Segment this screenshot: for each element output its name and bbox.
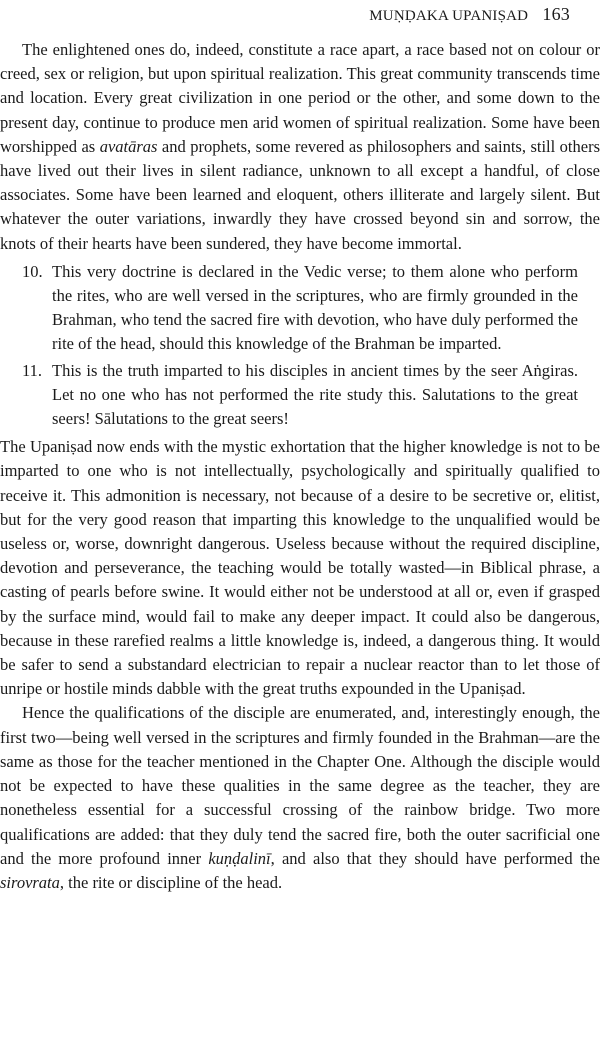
verse-number: 11.	[22, 360, 43, 380]
paragraph-enlightened-ones	[0, 38, 600, 256]
italic-term-sirovrata: sirovrata	[0, 872, 60, 892]
paragraph-text: Hence the qualifications of the disciple are enumerated, and, interestingly enough, the first two—being well versed in the scriptures and firmly founded in the Brahman—are the same as those for the teacher mentioned in the Chapter One. Although the disciple would not be expected to have these qualities in the same degree as the teacher, they are nonetheless essential for a successful crossing of the rainbow bridge. Two more qualifications are added: that they duly tend the sacred fire, both the outer sacrificial one and the more profound inner	[0, 703, 600, 868]
verse-list	[0, 260, 600, 431]
page-number: 163	[542, 4, 570, 24]
running-header	[369, 4, 570, 25]
italic-term-avataras: avatāras	[99, 136, 158, 156]
verse-item	[22, 359, 578, 432]
italic-term-kundalini: kuṇḍalinī	[208, 848, 271, 868]
paragraph-text: and prophets, some revered as philosophers and saints, still others have lived out their lives in silent radiance, unknown to all except a handful, of close associates. Some have been learned and eloquent, others illiterate and largely silent. But whatever the outer variations, inwardly they have crossed beyond sin and sorrow, the knots of their hearts have been sundered, they have become immortal.	[0, 136, 600, 253]
verse-text: This is the truth imparted to his disciples in ancient times by the seer Aṅgiras. Let no one who has not performed the rite study this. Salutations to the great seers! Sālutations to the great seers!	[52, 360, 578, 429]
paragraph-exhortation: The Upaniṣad now ends with the mystic exhortation that the higher knowledge is not to be imparted to one who is not intellectually, psychologically and spiritually qualified to receive it. This admonition is necessary, not because of a desire to be secretive or, elitist, but for the very good reason that imparting this knowledge to the unqualified would be useless or, worse, downright dangerous. Useless because without the required discipline, devotion and perseverance, the teaching would be totally wasted—in Biblical phrase, a casting of pearls before swine. It would either not be understood at all or, even if grasped by the surface mind, would fail to make any deeper impact. It could also be dangerous, because in these rarefied realms a little knowledge is, indeed, a dangerous thing. It would be safer to send a substandard electrician to repair a nuclear reactor than to let those of unripe or hostile minds dabble with the great truths expounded in the Upaniṣad.	[0, 437, 600, 699]
verse-text: This very doctrine is declared in the Vedic verse; to them alone who perform the rites, who are well versed in the scriptures, who are firmly grounded in the Brahman, who tend the sacred fire with devotion, who have duly performed the rite of the head, should this knowledge of the Brahman be imparted.	[52, 261, 578, 354]
paragraph-qualifications	[0, 701, 600, 895]
header-title: MUṆḌAKA UPANIṢAD	[369, 8, 529, 24]
paragraph-text: , the rite or discipline of the head.	[59, 872, 283, 892]
paragraph-text: The enlightened ones do, indeed, constitute a race apart, a race based not on colour or creed, sex or religion, but upon spiritual realization. This great community transcends time and location. Every great civilization in one period or the other, and some down to the present day, continue to produce men arid women of spiritual realization. Some have been worshipped as	[0, 40, 600, 156]
paragraph-text: , and also that they should have performed the	[270, 848, 600, 868]
page-body	[0, 38, 600, 895]
verse-number: 10.	[22, 261, 43, 281]
verse-item	[22, 260, 578, 357]
